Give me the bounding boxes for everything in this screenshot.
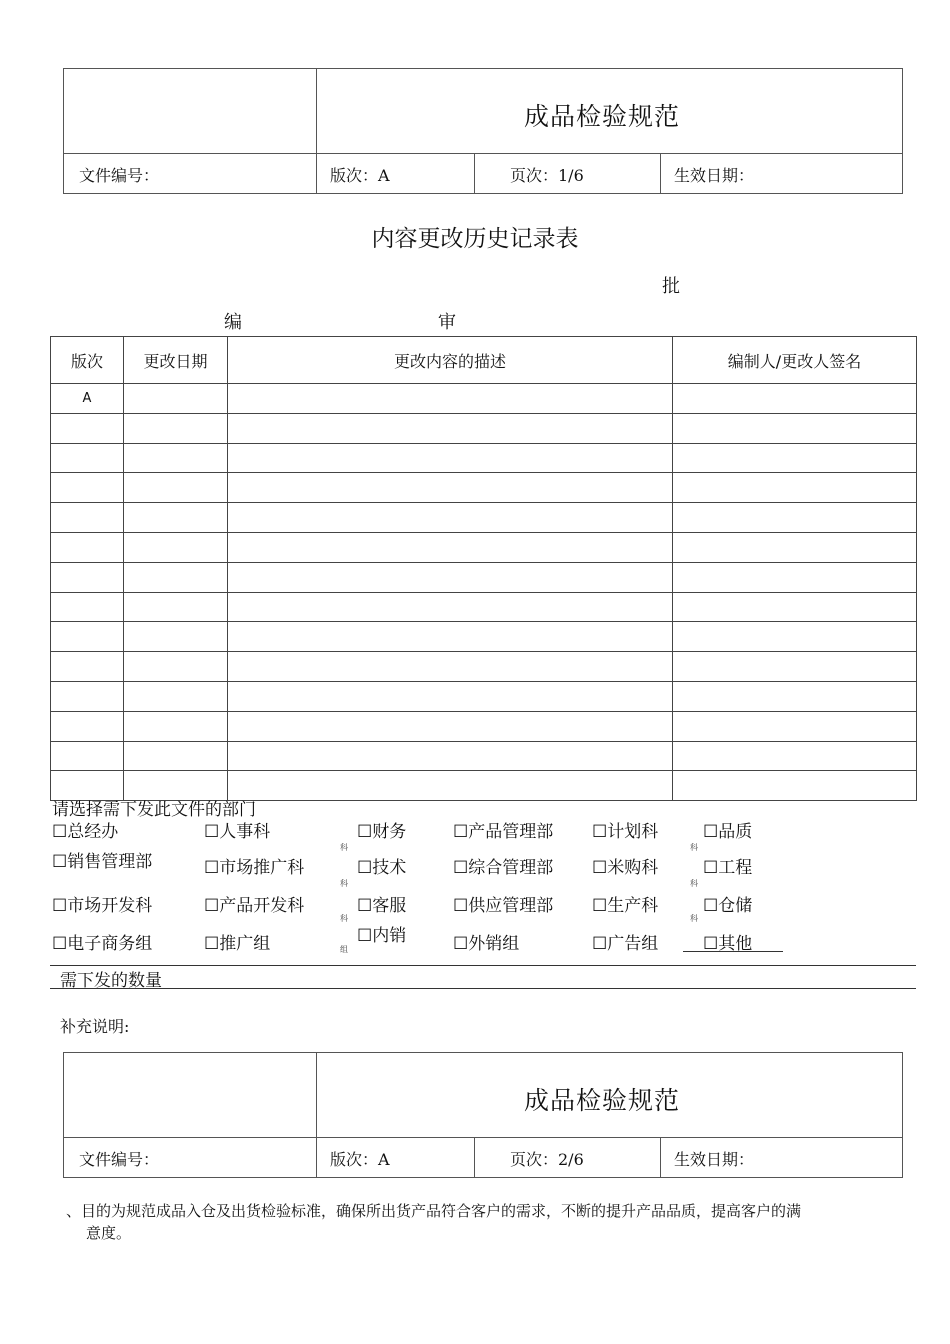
table-cell[interactable] (228, 652, 673, 682)
history-title: 内容更改历史记录表 (371, 226, 579, 252)
effective-date-label: 生效日期： (674, 166, 755, 185)
table-cell[interactable] (673, 592, 917, 622)
table-header-row (51, 337, 917, 384)
table-cell[interactable] (124, 473, 228, 503)
table-cell[interactable] (228, 741, 673, 771)
table-row (51, 384, 917, 414)
table-cell[interactable] (51, 503, 124, 533)
table-cell[interactable] (124, 532, 228, 562)
row-marker: 科 (690, 879, 698, 888)
table-cell[interactable] (228, 384, 673, 414)
department-checkbox[interactable]: ☐产品开发科 (204, 896, 305, 916)
table-cell[interactable] (228, 592, 673, 622)
purpose-line: 、目的为规范成品入仓及出货检验标准，确保所出货产品符合客户的需求，不断的提升产品品质，提高客户的满 (66, 1202, 802, 1220)
department-checkbox[interactable]: ☐总经办 (52, 822, 119, 842)
effective-date-label: 生效日期： (674, 1150, 755, 1169)
table-cell[interactable] (673, 384, 917, 414)
table-cell[interactable] (673, 681, 917, 711)
table-cell[interactable] (673, 532, 917, 562)
table-cell[interactable] (124, 384, 228, 414)
table-cell[interactable] (673, 652, 917, 682)
department-checkbox[interactable]: ☐广告组 (592, 934, 659, 954)
table-cell[interactable] (124, 681, 228, 711)
distribution-title: 请选择需下发此文件的部门 (52, 800, 256, 820)
table-cell[interactable] (228, 771, 673, 801)
table-row (51, 562, 917, 592)
department-checkbox[interactable]: ☐人事科 (204, 822, 271, 842)
table-cell[interactable] (51, 562, 124, 592)
table-cell[interactable] (673, 711, 917, 741)
department-checkbox[interactable]: ☐内销 (357, 926, 407, 946)
department-checkbox[interactable]: ☐推广组 (204, 934, 271, 954)
department-checkbox[interactable]: ☐产品管理部 (453, 822, 554, 842)
table-row (51, 711, 917, 741)
department-checkbox[interactable]: ☐工程 (703, 858, 753, 878)
divider (50, 965, 916, 966)
table-cell[interactable] (124, 652, 228, 682)
table-row (51, 532, 917, 562)
table-cell[interactable] (228, 443, 673, 473)
department-checkbox[interactable]: ☐外销组 (453, 934, 520, 954)
doc-title: 成品检验规范 (524, 102, 681, 131)
row-marker: 科 (340, 843, 348, 852)
table-cell[interactable] (51, 443, 124, 473)
department-checkbox[interactable]: ☐供应管理部 (453, 896, 554, 916)
table-cell[interactable] (51, 622, 124, 652)
row-marker: 组 (340, 945, 348, 954)
quantity-label: 需下发的数量 (60, 971, 162, 991)
department-checkbox[interactable]: ☐财务 (357, 822, 407, 842)
table-cell[interactable] (673, 771, 917, 801)
table-row (51, 443, 917, 473)
table-cell[interactable] (673, 622, 917, 652)
table-cell[interactable] (673, 473, 917, 503)
department-checkbox[interactable]: ☐市场开发科 (52, 896, 153, 916)
table-cell[interactable] (51, 592, 124, 622)
column-header: 编制人/更改人签名 (673, 337, 917, 384)
table-cell[interactable] (673, 562, 917, 592)
table-cell[interactable] (228, 473, 673, 503)
table-cell[interactable] (228, 413, 673, 443)
purpose-line: 意度。 (86, 1224, 132, 1242)
doc-header-2 (63, 1052, 903, 1178)
table-cell[interactable] (124, 741, 228, 771)
table-row (51, 741, 917, 771)
table-row (51, 681, 917, 711)
department-checkbox[interactable]: ☐计划科 (592, 822, 659, 842)
column-header: 更改日期 (124, 337, 228, 384)
department-checkbox[interactable]: ☐客服 (357, 896, 407, 916)
table-row (51, 652, 917, 682)
column-header: 版次 (51, 337, 124, 384)
version-label: 版次：A (330, 1150, 390, 1169)
table-cell[interactable] (124, 443, 228, 473)
table-cell[interactable] (51, 413, 124, 443)
table-row (51, 503, 917, 533)
table-cell[interactable] (228, 681, 673, 711)
department-checkbox[interactable]: ☐其他 (703, 934, 753, 954)
divider (50, 988, 916, 989)
table-row (51, 592, 917, 622)
table-cell[interactable] (51, 741, 124, 771)
table-cell[interactable] (673, 413, 917, 443)
department-checkbox[interactable]: ☐技术 (357, 858, 407, 878)
purpose-paragraph (66, 1200, 906, 1244)
table-row (51, 473, 917, 503)
department-checkbox[interactable]: ☐市场推广科 (204, 858, 305, 878)
note-label: 补充说明: (60, 1017, 130, 1036)
row-marker: 科 (690, 843, 698, 852)
table-cell[interactable] (51, 681, 124, 711)
table-cell[interactable] (228, 532, 673, 562)
version-label: 版次：A (330, 166, 390, 185)
department-checkbox[interactable]: ☐综合管理部 (453, 858, 554, 878)
table-cell[interactable] (228, 622, 673, 652)
table-cell[interactable] (51, 473, 124, 503)
page-label: 页次：2/6 (510, 1150, 584, 1169)
table-cell[interactable] (124, 413, 228, 443)
department-checkbox[interactable]: ☐生产科 (592, 896, 659, 916)
department-checkbox[interactable]: ☐品质 (703, 822, 753, 842)
table-cell[interactable] (228, 711, 673, 741)
table-cell[interactable] (124, 562, 228, 592)
table-cell[interactable] (51, 532, 124, 562)
table-cell[interactable] (124, 503, 228, 533)
doc-header-1 (63, 68, 903, 194)
table-row (51, 622, 917, 652)
column-header: 更改内容的描述 (228, 337, 673, 384)
doc-title: 成品检验规范 (524, 1086, 681, 1115)
table-cell[interactable] (673, 443, 917, 473)
doc-number-label: 文件编号： (79, 1150, 160, 1169)
table-cell[interactable] (51, 711, 124, 741)
department-checkbox[interactable]: ☐电子商务组 (52, 934, 153, 954)
table-cell[interactable] (673, 503, 917, 533)
other-underline (683, 951, 783, 952)
table-cell[interactable] (124, 592, 228, 622)
doc-number-label: 文件编号： (79, 166, 160, 185)
row-marker: 科 (690, 914, 698, 923)
department-checkbox[interactable]: ☐销售管理部 (52, 852, 153, 872)
review-label: 审 (438, 312, 456, 333)
department-checkbox[interactable]: ☐仓储 (703, 896, 753, 916)
table-cell[interactable] (51, 652, 124, 682)
department-checkbox[interactable]: ☐米购科 (592, 858, 659, 878)
approve-label: 批 (662, 276, 680, 297)
change-history-table (50, 336, 917, 801)
page-label: 页次：1/6 (510, 166, 584, 185)
table-cell[interactable] (124, 711, 228, 741)
compile-label: 编 (224, 312, 242, 333)
row-marker: 科 (340, 914, 348, 923)
table-cell[interactable] (124, 622, 228, 652)
table-cell[interactable] (228, 503, 673, 533)
table-cell[interactable]: A (51, 384, 124, 414)
table-cell[interactable] (673, 741, 917, 771)
row-marker: 科 (340, 879, 348, 888)
table-row (51, 413, 917, 443)
table-cell[interactable] (228, 562, 673, 592)
